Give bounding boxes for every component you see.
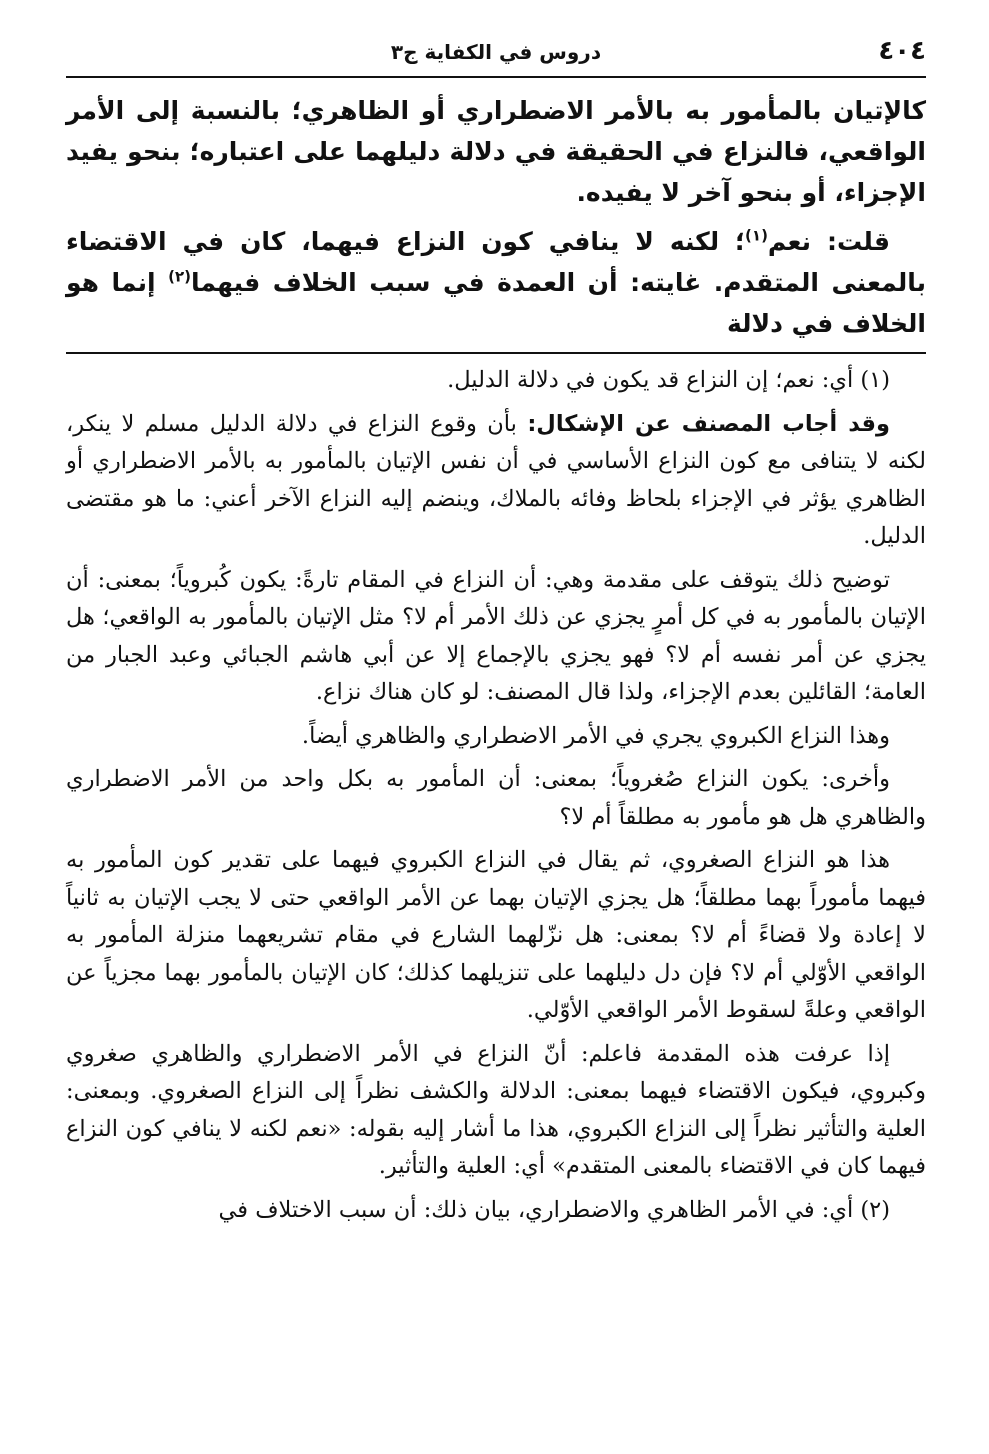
main-p2-start: قلت: نعم	[767, 227, 890, 256]
page	[66, 36, 926, 1235]
running-title: دروس في الكفاية ج٣	[390, 40, 602, 64]
page-number: ٤٠٤	[878, 36, 926, 66]
footnote-1-answer	[66, 406, 926, 556]
footnote-paragraph-explanation: هذا هو النزاع الصغروي، ثم يقال في النزاع الكبروي فيهما على تقدير كون المأمور به فيهما مأموراً بهما مطلقاً؛ هل يجزي الإتيان بهما عن الأمر الواقعي حتى لا يجب الإتيان به ثانياً لا إعادة ولا قضاءً أم لا؟ بمعنى: هل نزّلهما الشارع في مقام تشريعهما منزلة المأمور به الواقعي الأوّلي أم لا؟ فإن دل دليلهما على تنزيلهما كذلك؛ كان الإتيان بالمأمور بهما مجزياً عن الواقعي وعلةً لسقوط الأمر الواقعي الأوّلي.	[66, 847, 926, 1023]
main-text	[66, 90, 926, 344]
footnote-1: (١) أي: نعم؛ إن النزاع قد يكون في دلالة الدليل.	[447, 367, 890, 393]
main-paragraph-2	[66, 221, 926, 344]
footnote-2: (٢) أي: في الأمر الظاهري والاضطراري، بيان ذلك: أن سبب الاختلاف في	[218, 1196, 890, 1223]
answer-text: بأن وقوع النزاع في دلالة الدليل مسلم لا ينكر، لكنه لا يتنافى مع كون النزاع الأساسي في أن نفس الإتيان بالمأمور به بالأمر الاضطراري أو الظاهري يؤثر في الإجزاء بلحاظ وفائه بالملاك، وينضم إليه النزاع الآخر أعني: ما هو مقتضى الدليل.	[66, 410, 926, 549]
page-header	[66, 36, 926, 78]
footnote-divider	[66, 352, 926, 354]
main-p2-end: إنما هو الخلاف في دلالة	[66, 268, 926, 338]
answer-label: وقد أجاب المصنف عن الإشكال:	[527, 410, 890, 437]
main-p2-middle: ؛ لكنه لا ينافي كون النزاع فيهما، كان في الاقتضاء بالمعنى المتقدم. غايته: أن العمدة في سبب الخلاف فيهما	[66, 227, 926, 297]
footnote-ref-1[interactable]: (١)	[745, 226, 768, 245]
footnote-paragraph-kubrawi: وهذا النزاع الكبروي يجري في الأمر الاضطراري والظاهري أيضاً.	[301, 722, 890, 749]
footnote-paragraph-sughrawi: وأخرى: يكون النزاع صُغروياً؛ بمعنى: أن المأمور به بكل واحد من الأمر الاضطراري والظاهري هل هو مأمور به مطلقاً أم لا؟	[66, 766, 926, 830]
footnote-paragraph-clarification: توضيح ذلك يتوقف على مقدمة وهي: أن النزاع في المقام تارةً: يكون كُبروياً؛ بمعنى: أن الإتيان بالمأمور به في كل أمرٍ يجزي عن ذلك الأمر أم لا؟ مثل الإتيان بالمأمور به الواقعي؛ هل يجزي عن أمر نفسه أم لا؟ فهو يجزي بالإجماع إلا عن أبي هاشم الجبائي وعبد الجبار من العامة؛ القائلين بعدم الإجزاء، ولذا قال المصنف: لو كان هناك نزاع.	[66, 566, 926, 705]
footnote-ref-2[interactable]: (٢)	[168, 267, 191, 286]
footnote-paragraph-conclusion: إذا عرفت هذه المقدمة فاعلم: أنّ النزاع في الأمر الاضطراري والظاهري صغروي وكبروي، فيكون الاقتضاء فيهما بمعنى: الدلالة والكشف نظراً إلى النزاع الصغروي. وبمعنى: العلية والتأثير نظراً إلى النزاع الكبروي، هذا ما أشار إليه بقوله: «نعم لكنه لا ينافي كون النزاع فيهما كان في الاقتضاء بالمعنى المتقدم» أي: العلية والتأثير.	[66, 1040, 926, 1179]
footnotes	[66, 362, 926, 1229]
main-paragraph-1: كالإتيان بالمأمور به بالأمر الاضطراري أو الظاهري؛ بالنسبة إلى الأمر الواقعي، فالنزاع في الحقيقة في دلالة دليلهما على اعتباره؛ بنحو يفيد الإجزاء، أو بنحو آخر لا يفيده.	[66, 96, 926, 207]
